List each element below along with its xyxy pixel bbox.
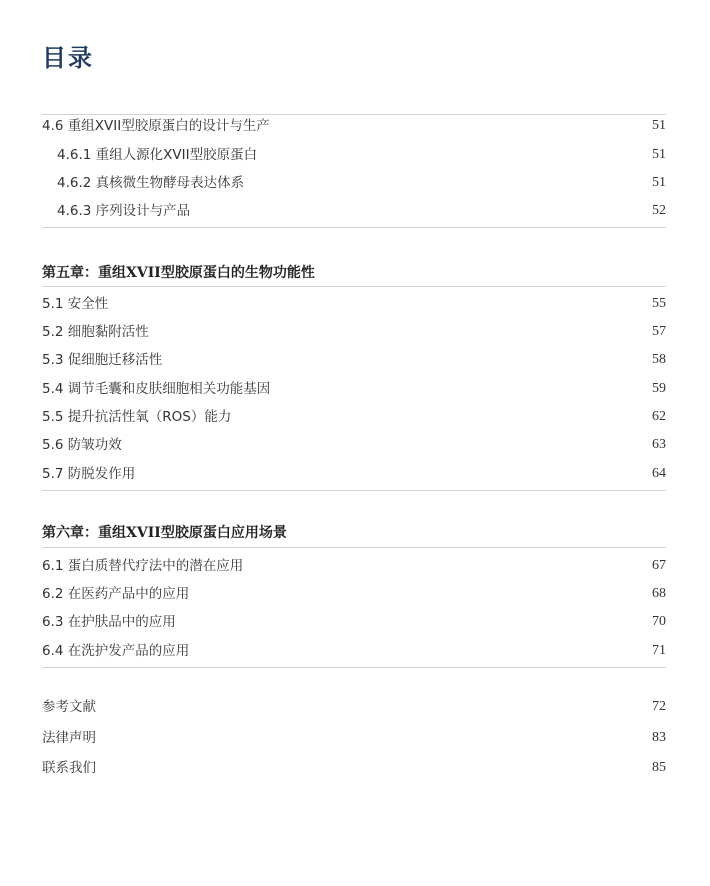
toc-entry[interactable]: [42, 435, 666, 455]
toc-entry-page: 71: [652, 643, 666, 658]
toc-entry-label: 5.3 促细胞迁移活性: [42, 352, 163, 368]
toc-entry-page: 72: [652, 699, 666, 714]
toc-entry-page: 55: [652, 296, 666, 311]
toc-entry[interactable]: [42, 350, 666, 370]
toc-entry-page: 68: [652, 586, 666, 601]
toc-entry-label: 法律声明: [42, 730, 96, 746]
toc-entry[interactable]: [42, 758, 666, 778]
toc-entry-label: 5.4 调节毛囊和皮肤细胞相关功能基因: [42, 381, 271, 397]
toc-entry-page: 59: [652, 381, 666, 396]
toc-entry-page: 51: [652, 175, 666, 190]
toc-entry[interactable]: [57, 173, 666, 193]
toc-entry-label: 5.1 安全性: [42, 296, 109, 312]
toc-entry[interactable]: [57, 201, 666, 221]
toc-entry-label: 6.1 蛋白质替代疗法中的潜在应用: [42, 558, 244, 574]
toc-entry[interactable]: [42, 379, 666, 399]
toc-entry-label: 5.6 防皱功效: [42, 437, 122, 453]
divider: [42, 227, 666, 228]
toc-entry-page: 63: [652, 437, 666, 452]
toc-entry-page: 58: [652, 352, 666, 367]
toc-entry[interactable]: [42, 294, 666, 314]
toc-entry[interactable]: [42, 612, 666, 632]
toc-entry-label: 4.6.3 序列设计与产品: [57, 203, 191, 219]
toc-entry[interactable]: [42, 322, 666, 342]
toc-entry-page: 52: [652, 203, 666, 218]
toc-entry-label: 6.2 在医药产品中的应用: [42, 586, 190, 602]
toc-entry-label: 6.4 在洗护发产品的应用: [42, 643, 190, 659]
toc-entry-page: 51: [652, 147, 666, 162]
toc-entry-label: 5.5 提升抗活性氧（ROS）能力: [42, 409, 232, 425]
toc-entry-page: 51: [652, 118, 666, 133]
toc-entry-label: 参考文献: [42, 699, 96, 715]
toc-entry[interactable]: [42, 116, 666, 136]
toc-entry[interactable]: [42, 556, 666, 576]
toc-entry[interactable]: [42, 407, 666, 427]
chapter-heading[interactable]: 第六章：重组XVII型胶原蛋白应用场景: [42, 525, 287, 541]
toc-entry[interactable]: [42, 464, 666, 484]
toc-entry-page: 85: [652, 760, 666, 775]
divider: [42, 114, 666, 115]
toc-entry-label: 4.6 重组XVII型胶原蛋白的设计与生产: [42, 118, 270, 134]
toc-entry[interactable]: [42, 641, 666, 661]
toc-entry-label: 5.7 防脱发作用: [42, 466, 136, 482]
toc-entry[interactable]: [42, 728, 666, 748]
toc-entry-label: 联系我们: [42, 760, 96, 776]
toc-entry-label: 4.6.1 重组人源化XVII型胶原蛋白: [57, 147, 258, 163]
toc-entry-page: 62: [652, 409, 666, 424]
toc-entry[interactable]: [42, 697, 666, 717]
toc-entry[interactable]: [57, 145, 666, 165]
toc-entry-page: 83: [652, 730, 666, 745]
chapter-heading[interactable]: 第五章：重组XVII型胶原蛋白的生物功能性: [42, 265, 315, 281]
toc-entry-page: 64: [652, 466, 666, 481]
toc-entry[interactable]: [42, 584, 666, 604]
divider: [42, 490, 666, 491]
toc-entry-label: 4.6.2 真核微生物酵母表达体系: [57, 175, 245, 191]
toc-entry-page: 57: [652, 324, 666, 339]
divider: [42, 667, 666, 668]
toc-entry-page: 67: [652, 558, 666, 573]
toc-entry-label: 6.3 在护肤品中的应用: [42, 614, 176, 630]
toc-title: 目录: [42, 43, 94, 72]
divider: [42, 286, 666, 287]
toc-entry-page: 70: [652, 614, 666, 629]
toc-entry-label: 5.2 细胞黏附活性: [42, 324, 149, 340]
divider: [42, 547, 666, 548]
